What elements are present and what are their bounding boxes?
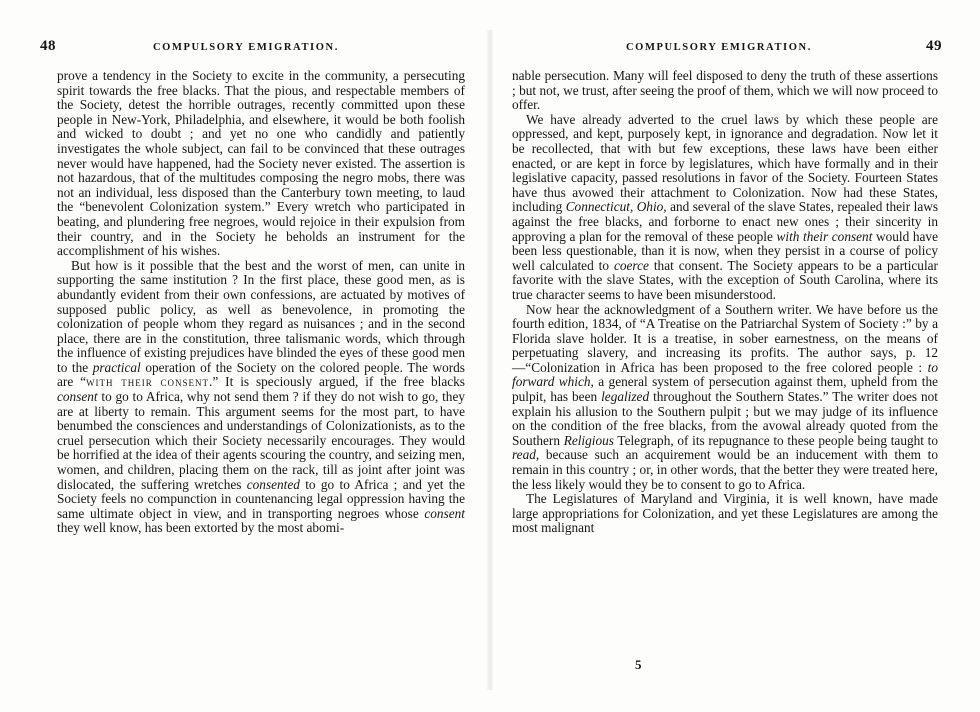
text-run: nable persecution. Many will feel disposed to deny the truth of these assertions ; but not, we trust, after seeing the proof of them, which we will now proceed to offer. (512, 68, 938, 113)
text-run: The Legislatures of Maryland and Virginia, it is well known, have made large appropriations for Colonization, and yet these Legislatures are among the most malignant (512, 491, 938, 536)
text-run: But how is it possible that the best and the worst of men, can unite in supporting the same institution ? In the first place, these good men, as is abundantly evident from their own confessions, are actuated by motives of supposed public policy, as well as benevolence, in promoting the colonization of people whom they regard as nuisances ; and in the second place, there are in the constitution, three talismanic words, which through the influence of existing prejudices have blinded the eyes of these good men to the (57, 257, 465, 375)
paragraph (57, 69, 465, 259)
right-running-title: COMPULSORY EMIGRATION. (626, 42, 812, 53)
paragraph (57, 259, 465, 536)
text-run: Now hear the acknowledgment of a Southern writer. We have before us the fourth edition, 1834, of “A Treatise on the Patriarchal System of Society :” by a Florida slave holder. It is a treatise, in sober earnestness, on the means of perpetuating slavery, and increasing its profits. The author says, p. 12—“Colonization in Africa has been proposed to the free colored people : (512, 301, 938, 375)
text-run: We have already adverted to the cruel laws by which these people are oppressed, and kept, purposely kept, in ignorance and degradation. Now let it be recollected, that with but few exceptions, these laws have been either enacted, or are kept in force by legislatures, which have formally and in their legislative capacity, passed resolutions in favor of the Society. Fourteen States have thus avowed their attachment to Colonization. Now had these States, including (512, 111, 938, 215)
text-run: that consent. The Society appears to be a particular favorite with the slave States, with the exception of South Carolina, where its true character seems to have been misunderstood. (512, 257, 938, 302)
italic-text: practical (92, 359, 141, 375)
text-run: to go to Africa ; and yet the Society feels no compunction in countenancing legal oppression having the same ultimate object in view, and in transporting negroes whose (57, 476, 465, 521)
text-run: prove a tendency in the Society to excite in the community, a persecuting spirit towards the free blacks. That the pious, and respectable members of the Society, detest the horrible outrages, recently committed upon these people in New-York, Philadelphia, and elsewhere, it would be both foolish and wicked to doubt ; and yet no one who candidly and patiently investigates the whole subject, can fail to be convinced that these outrages never would have happened, had the Society never existed. The assertion is not hazardous, that of the multitudes composing the negro mobs, there was not an individual, less disposed than the Canterbury town meeting, to laud the “benevolent Colonization system.” Every wretch who participated in beating, and plundering free negroes, would rejoice in their expulsion from their country, and in the Society he beholds an instrument for the accomplishment of his wishes. (57, 68, 465, 259)
left-page-header (40, 38, 465, 60)
italic-text: read, (512, 447, 540, 463)
paragraph (512, 113, 938, 303)
italic-text: consent (424, 505, 465, 521)
text-run: would have been less questionable, than it is now, when they persist in a course of policy well calculated to (512, 228, 938, 273)
text-run: a general system of persecution against them, upheld from the pulpit, has been (512, 374, 938, 405)
small-caps-text: with their consent (86, 375, 209, 390)
text-run: Telegraph, of its repugnance to these people being taught to (613, 432, 938, 448)
left-running-title: COMPULSORY EMIGRATION. (153, 42, 339, 53)
right-page-body (512, 69, 938, 536)
text-run: .” It is speciously argued, if the free blacks (209, 374, 465, 390)
italic-text: coerce (613, 257, 649, 273)
text-run: they well know, has been extorted by the most abomi- (57, 520, 345, 536)
italic-text: to forward which, (512, 359, 938, 390)
text-run: because such an acquirement would be an inducement with them to remain in this country ; or, in other words, that the better they were treated here, the less likely would they be to consent to go to Africa. (512, 447, 938, 492)
right-page (490, 0, 980, 712)
paragraph (512, 492, 938, 536)
right-page-header (518, 38, 942, 60)
text-run: throughout the Southern States.” The writer does not explain his allusion to the Southern pulpit ; but we may judge of its influence on the condition of the free blacks, from the avowal already quoted from the Southern (512, 389, 938, 448)
text-run: to go to Africa, why not send them ? if they do not wish to go, they are at liberty to remain. This argument seems for the most part, to have benumbed the consciences and understandings of Colonizationists, as to the cruel persecution which their Society necessarily encourages. They would be horrified at the idea of their agents scouring the country, and seizing men, women, and children, placing them on the rack, till as joint after joint was dislocated, the suffering wretches (57, 389, 465, 492)
italic-text: legalized (601, 389, 650, 405)
signature-mark: 5 (635, 657, 642, 672)
italic-text: with their consent (776, 228, 873, 244)
text-run: and several of the slave States, repealed their laws against the free blacks, and forborne to enact new ones ; their sincerity in approving a plan for the removal of these people (512, 199, 939, 244)
italic-text: consent (57, 389, 98, 405)
italic-text: consented (246, 476, 300, 492)
text-run: operation of the Society on the colored people. The words are “ (57, 359, 465, 390)
italic-text: Religious (563, 432, 614, 448)
italic-text: Connecticut, Ohio, (565, 199, 667, 215)
left-page-body (57, 69, 465, 536)
right-page-number: 49 (926, 38, 942, 54)
left-page-number: 48 (40, 38, 56, 54)
paragraph (512, 69, 938, 113)
paragraph (512, 303, 938, 493)
